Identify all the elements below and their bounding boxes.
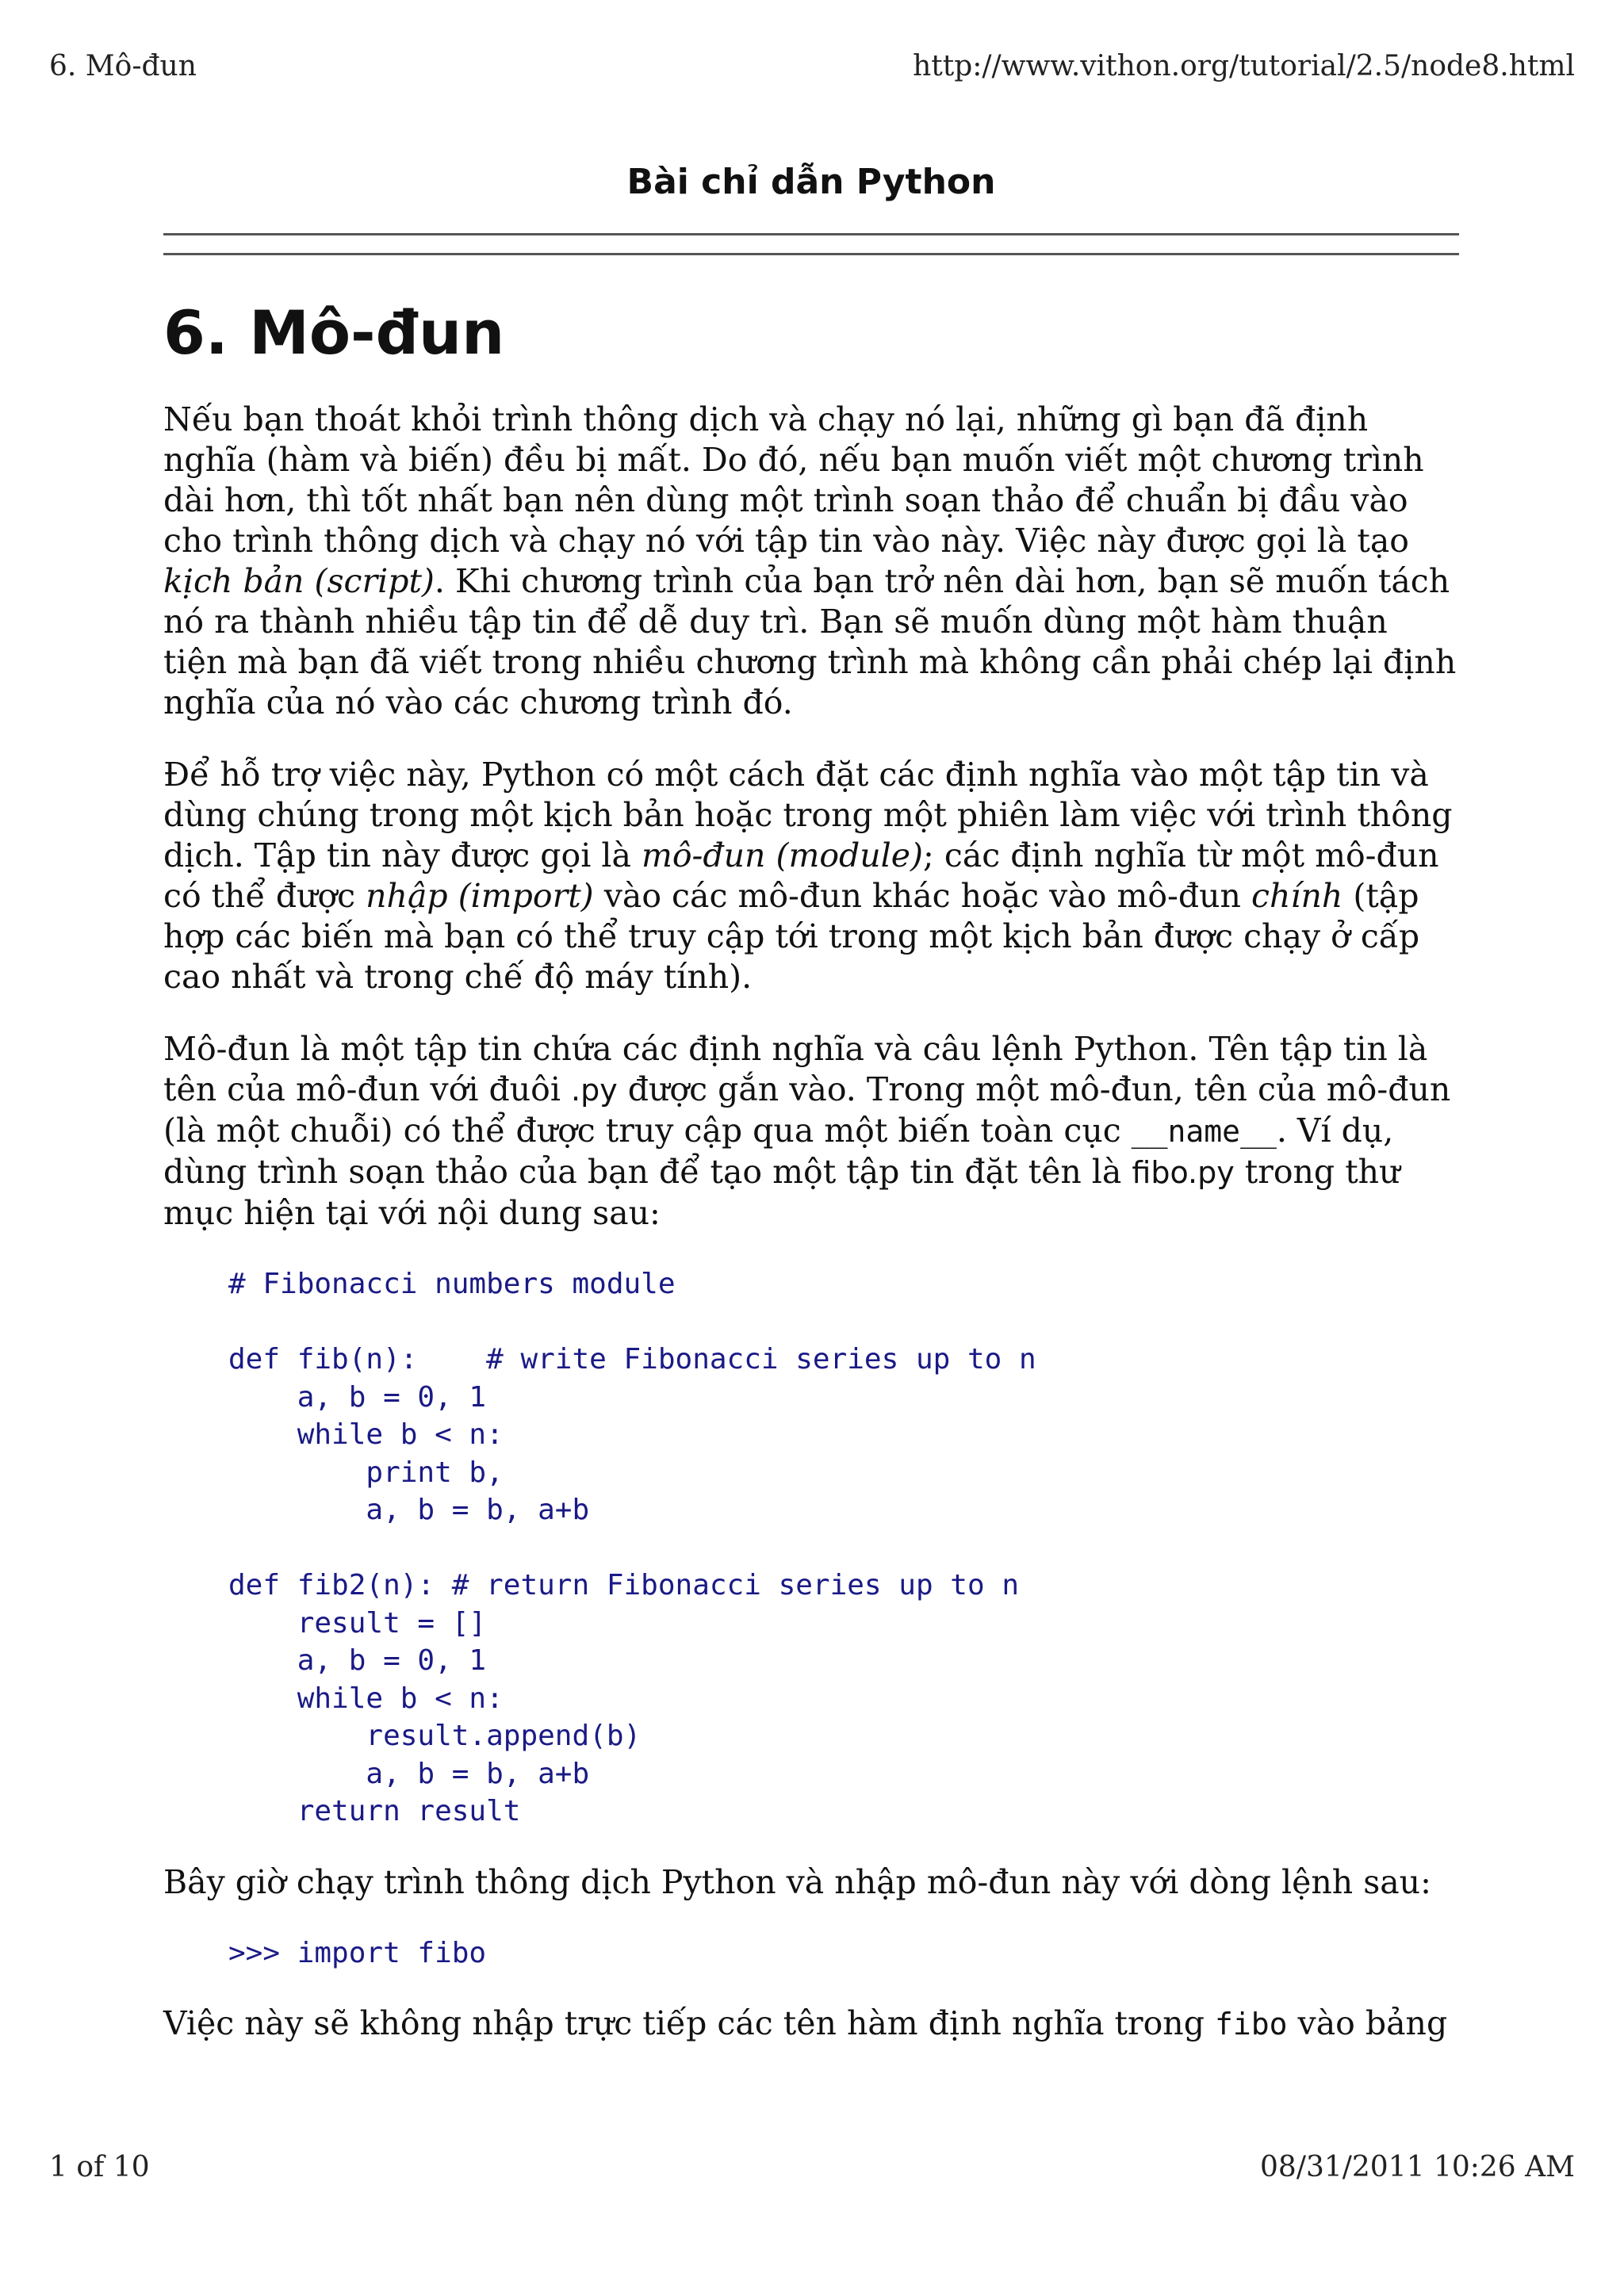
text-run: vào các mô-đun khác hoặc vào mô-đun [593,877,1251,915]
file-extension: .py [571,1073,618,1108]
emphasis-main: chính [1251,877,1343,915]
code-line: a, b = b, a+b [228,1494,590,1526]
text-run: trong thư mục hiện tại với nội dung sau: [163,1153,1400,1232]
code-block-import [228,1934,1459,1973]
code-line: print b, [228,1456,504,1489]
text-run: được gắn vào. Trong một mô-đun, tên của mô-đun (là một chuỗi) có thể được truy cập qua một biến toàn cục [163,1070,1451,1150]
paragraph-module-definition [163,755,1459,997]
code-line: result = [] [228,1606,487,1640]
code-line: a, b = 0, 1 [228,1380,487,1414]
code-block-fibo [228,1265,1459,1831]
paragraph-import-note [163,2003,1459,2045]
inline-code-fibo: fibo [1215,2007,1288,2042]
inline-code-name: __name__ [1131,1114,1277,1149]
code-line: def fib2(n): # return Fibonacci series up to n [228,1569,1019,1601]
page-title: 6. Mô-đun [163,297,505,368]
code-line: while b < n: [228,1682,504,1715]
text-run: vào bảng [1287,2004,1448,2042]
text-run: Nếu bạn thoát khỏi trình thông dịch và chạy nó lại, những gì bạn đã định nghĩa (hàm và biến) đều bị mất. Do đó, nếu bạn muốn viết một chương trình dài hơn, thì tốt nhất bạn nên dùng một trình soạn thảo để chuẩn bị đầu vào cho trình thông dịch và chạy nó với tập tin vào này. Việc này được gọi là tạo [163,400,1424,560]
emphasis-script: kịch bản (script) [163,562,435,600]
print-header-url: http://www.vithon.org/tutorial/2.5/node8.html [913,50,1575,82]
print-footer-page: 1 of 10 [49,2151,150,2183]
text-run: ; các định nghĩa từ một mô-đun có thể được [163,836,1439,915]
code-line: def fib(n): # write Fibonacci series up to n [228,1343,1036,1376]
code-line: a, b = 0, 1 [228,1644,487,1677]
print-footer-timestamp: 08/31/2011 10:26 AM [1260,2151,1575,2183]
code-line: return result [228,1795,521,1827]
code-line: >>> import fibo [228,1936,487,1969]
code-line [228,1529,1459,1567]
text-run: Để hỗ trợ việc này, Python có một cách đặt các định nghĩa vào một tập tin và dùng chúng trong một kịch bản hoặc trong một phiên làm việc với trình thông dịch. Tập tin này được gọi là [163,756,1453,874]
text-run: . Ví dụ, dùng trình soạn thảo của bạn để tạo một tập tin đặt tên là [163,1112,1394,1191]
header-divider-bottom [163,253,1459,255]
code-line: # Fibonacci numbers module [228,1268,676,1300]
print-header-title: 6. Mô-đun [49,50,197,82]
code-line: a, b = b, a+b [228,1757,590,1790]
text-run: . Khi chương trình của bạn trở nên dài hơn, bạn sẽ muốn tách nó ra thành nhiều tập tin để dễ duy trì. Bạn sẽ muốn dùng một hàm thuận tiện mà bạn đã viết trong nhiều chương trình mà không cần phải chép lại định nghĩa của nó vào các chương trình đó. [163,562,1457,721]
code-line: result.append(b) [228,1720,642,1752]
document-body [163,159,1459,2076]
paragraph-intro [163,400,1459,723]
text-run: Mô-đun là một tập tin chứa các định nghĩa và câu lệnh Python. Tên tập tin là tên của mô-đun với đuôi [163,1030,1428,1108]
file-name: fibo.py [1132,1155,1235,1190]
header-divider-top [163,233,1459,235]
navigation-title: Bài chỉ dẫn Python [626,162,996,202]
paragraph-module-file [163,1029,1459,1234]
text-run: (tập hợp các biến mà bạn có thể truy cập tới trong một kịch bản được chạy ở cấp cao nhất và trong chế độ máy tính). [163,877,1420,996]
code-line: while b < n: [228,1418,504,1451]
text-run: Việc này sẽ không nhập trực tiếp các tên hàm định nghĩa trong [163,2004,1215,2042]
emphasis-import: nhập (import) [366,877,594,915]
code-line [228,1303,1459,1341]
paragraph-run-interpreter: Bây giờ chạy trình thông dịch Python và nhập mô-đun này với dòng lệnh sau: [163,1862,1431,1901]
emphasis-module: mô-đun (module) [641,836,924,874]
